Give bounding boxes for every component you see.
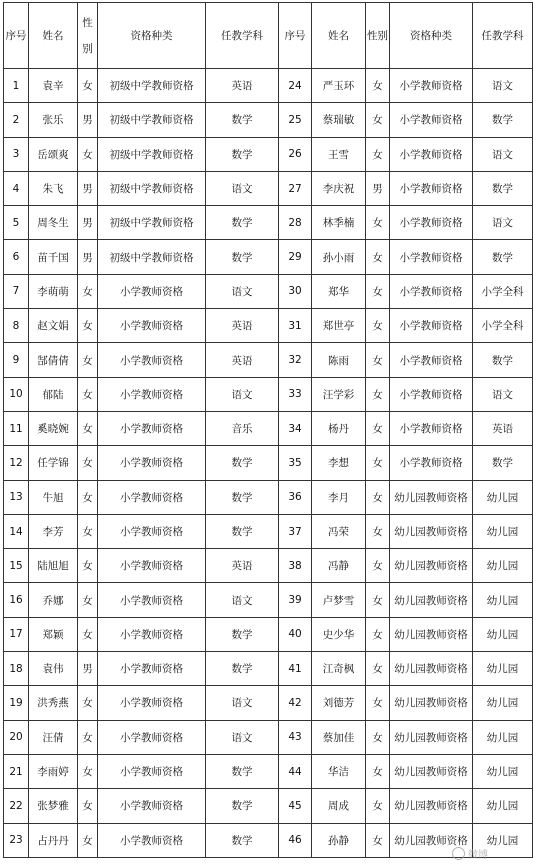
cell-subject-right: 数学 [473, 171, 533, 205]
cell-subject-right: 幼儿园 [473, 583, 533, 617]
cell-subject-left: 数学 [206, 789, 279, 823]
table-row [4, 411, 533, 445]
table-row [4, 754, 533, 788]
cell-gender-left: 女 [78, 514, 98, 548]
table-row [4, 686, 533, 720]
cell-serial-right: 34 [279, 411, 312, 445]
table-row [4, 206, 533, 240]
cell-gender-left: 女 [78, 274, 98, 308]
cell-serial-left: 6 [4, 240, 29, 274]
cell-gender-right: 女 [366, 309, 390, 343]
cell-name-left: 郜倩倩 [29, 343, 78, 377]
cell-gender-right: 女 [366, 617, 390, 651]
cell-gender-left: 男 [78, 240, 98, 274]
cell-gender-right: 女 [366, 789, 390, 823]
table-row [4, 274, 533, 308]
cell-gender-right: 女 [366, 754, 390, 788]
cell-subject-right: 幼儿园 [473, 652, 533, 686]
cell-gender-right: 女 [366, 549, 390, 583]
cell-qualification-right: 幼儿园教师资格 [390, 686, 473, 720]
cell-name-right: 蔡瑞敏 [312, 103, 366, 137]
cell-subject-left: 英语 [206, 549, 279, 583]
table-row [4, 514, 533, 548]
cell-serial-right: 43 [279, 720, 312, 754]
cell-serial-right: 39 [279, 583, 312, 617]
cell-qualification-left: 小学教师资格 [98, 480, 206, 514]
cell-name-right: 刘德芳 [312, 686, 366, 720]
cell-name-left: 岳颂爽 [29, 137, 78, 171]
cell-subject-left: 数学 [206, 480, 279, 514]
cell-name-right: 蔡加佳 [312, 720, 366, 754]
table-row [4, 720, 533, 754]
cell-name-left: 牛旭 [29, 480, 78, 514]
cell-gender-right: 女 [366, 343, 390, 377]
cell-name-left: 赵文娟 [29, 309, 78, 343]
cell-subject-left: 语文 [206, 720, 279, 754]
cell-qualification-right: 幼儿园教师资格 [390, 514, 473, 548]
cell-subject-right: 语文 [473, 137, 533, 171]
cell-gender-right: 女 [366, 823, 390, 857]
cell-gender-left: 女 [78, 446, 98, 480]
cell-gender-right: 女 [366, 274, 390, 308]
cell-gender-right: 女 [366, 103, 390, 137]
cell-name-right: 杨丹 [312, 411, 366, 445]
cell-name-right: 冯荣 [312, 514, 366, 548]
cell-gender-left: 女 [78, 411, 98, 445]
cell-name-left: 郁陆 [29, 377, 78, 411]
cell-gender-right: 女 [366, 652, 390, 686]
cell-subject-left: 数学 [206, 103, 279, 137]
cell-qualification-left: 小学教师资格 [98, 446, 206, 480]
cell-serial-left: 2 [4, 103, 29, 137]
table-row [4, 549, 533, 583]
cell-subject-right: 数学 [473, 343, 533, 377]
cell-name-right: 李庆祝 [312, 171, 366, 205]
table-row [4, 137, 533, 171]
cell-name-left: 朱飞 [29, 171, 78, 205]
cell-subject-left: 英语 [206, 69, 279, 103]
cell-subject-right: 幼儿园 [473, 720, 533, 754]
cell-qualification-left: 小学教师资格 [98, 411, 206, 445]
table-row [4, 343, 533, 377]
cell-serial-left: 1 [4, 69, 29, 103]
cell-gender-left: 女 [78, 720, 98, 754]
cell-name-right: 李想 [312, 446, 366, 480]
cell-gender-left: 女 [78, 686, 98, 720]
cell-serial-left: 8 [4, 309, 29, 343]
header-name-left: 姓名 [29, 3, 78, 69]
cell-qualification-left: 初级中学教师资格 [98, 69, 206, 103]
table-row [4, 652, 533, 686]
cell-subject-left: 数学 [206, 137, 279, 171]
cell-subject-left: 数学 [206, 240, 279, 274]
cell-serial-left: 10 [4, 377, 29, 411]
cell-serial-right: 46 [279, 823, 312, 857]
cell-qualification-left: 小学教师资格 [98, 789, 206, 823]
cell-serial-right: 36 [279, 480, 312, 514]
cell-serial-left: 19 [4, 686, 29, 720]
cell-gender-left: 男 [78, 171, 98, 205]
cell-subject-right: 数学 [473, 446, 533, 480]
cell-subject-right: 语文 [473, 377, 533, 411]
cell-serial-right: 40 [279, 617, 312, 651]
table-row [4, 309, 533, 343]
cell-serial-left: 12 [4, 446, 29, 480]
cell-name-right: 陈雨 [312, 343, 366, 377]
cell-subject-left: 语文 [206, 377, 279, 411]
cell-qualification-right: 幼儿园教师资格 [390, 720, 473, 754]
cell-qualification-right: 幼儿园教师资格 [390, 652, 473, 686]
table-row [4, 583, 533, 617]
cell-serial-left: 14 [4, 514, 29, 548]
cell-qualification-right: 小学教师资格 [390, 309, 473, 343]
cell-qualification-left: 小学教师资格 [98, 583, 206, 617]
cell-name-left: 李芳 [29, 514, 78, 548]
cell-subject-left: 数学 [206, 206, 279, 240]
cell-gender-left: 男 [78, 103, 98, 137]
table-body [4, 69, 533, 858]
cell-name-right: 林季楠 [312, 206, 366, 240]
weibo-watermark [452, 846, 488, 861]
cell-name-left: 汪倩 [29, 720, 78, 754]
cell-name-right: 郑华 [312, 274, 366, 308]
cell-name-left: 李雨婷 [29, 754, 78, 788]
table-header-row [4, 3, 533, 69]
cell-subject-left: 语文 [206, 171, 279, 205]
cell-serial-right: 41 [279, 652, 312, 686]
cell-subject-right: 幼儿园 [473, 823, 533, 857]
cell-subject-right: 英语 [473, 411, 533, 445]
cell-qualification-left: 小学教师资格 [98, 549, 206, 583]
header-serial-left: 序号 [4, 3, 29, 69]
cell-name-left: 李萌萌 [29, 274, 78, 308]
cell-serial-left: 7 [4, 274, 29, 308]
cell-subject-right: 数学 [473, 240, 533, 274]
cell-gender-right: 女 [366, 206, 390, 240]
cell-qualification-left: 小学教师资格 [98, 720, 206, 754]
cell-serial-right: 31 [279, 309, 312, 343]
cell-name-right: 冯静 [312, 549, 366, 583]
cell-serial-left: 21 [4, 754, 29, 788]
cell-gender-left: 女 [78, 549, 98, 583]
cell-gender-left: 女 [78, 343, 98, 377]
cell-gender-right: 女 [366, 446, 390, 480]
cell-gender-right: 女 [366, 69, 390, 103]
cell-subject-left: 数学 [206, 823, 279, 857]
cell-gender-left: 女 [78, 137, 98, 171]
cell-gender-left: 女 [78, 480, 98, 514]
cell-serial-right: 45 [279, 789, 312, 823]
cell-qualification-right: 小学教师资格 [390, 206, 473, 240]
cell-gender-left: 女 [78, 583, 98, 617]
cell-subject-right: 幼儿园 [473, 617, 533, 651]
cell-gender-right: 女 [366, 720, 390, 754]
cell-subject-left: 数学 [206, 652, 279, 686]
cell-subject-right: 幼儿园 [473, 549, 533, 583]
cell-gender-right: 男 [366, 171, 390, 205]
cell-name-left: 洪秀燕 [29, 686, 78, 720]
cell-name-left: 周冬生 [29, 206, 78, 240]
table-row [4, 789, 533, 823]
header-gender-right: 性别 [366, 3, 390, 69]
cell-qualification-left: 初级中学教师资格 [98, 240, 206, 274]
cell-gender-right: 女 [366, 480, 390, 514]
cell-serial-right: 44 [279, 754, 312, 788]
cell-serial-right: 26 [279, 137, 312, 171]
cell-qualification-left: 小学教师资格 [98, 686, 206, 720]
cell-name-left: 苗千国 [29, 240, 78, 274]
cell-qualification-left: 初级中学教师资格 [98, 137, 206, 171]
cell-qualification-right: 小学教师资格 [390, 343, 473, 377]
cell-serial-left: 9 [4, 343, 29, 377]
table-row [4, 377, 533, 411]
cell-name-left: 张梦雅 [29, 789, 78, 823]
table-row [4, 103, 533, 137]
table-row [4, 617, 533, 651]
cell-serial-right: 38 [279, 549, 312, 583]
cell-gender-left: 男 [78, 652, 98, 686]
cell-qualification-right: 幼儿园教师资格 [390, 789, 473, 823]
cell-name-left: 袁辛 [29, 69, 78, 103]
header-qualification-left: 资格种类 [98, 3, 206, 69]
cell-name-right: 江奇枫 [312, 652, 366, 686]
cell-serial-left: 23 [4, 823, 29, 857]
cell-qualification-left: 小学教师资格 [98, 274, 206, 308]
cell-subject-right: 语文 [473, 206, 533, 240]
cell-serial-right: 42 [279, 686, 312, 720]
cell-subject-right: 小学全科 [473, 274, 533, 308]
cell-qualification-right: 小学教师资格 [390, 69, 473, 103]
cell-name-right: 史少华 [312, 617, 366, 651]
cell-gender-right: 女 [366, 240, 390, 274]
table-row [4, 446, 533, 480]
cell-serial-left: 15 [4, 549, 29, 583]
cell-gender-left: 女 [78, 309, 98, 343]
cell-qualification-left: 小学教师资格 [98, 514, 206, 548]
table-row [4, 480, 533, 514]
cell-qualification-right: 小学教师资格 [390, 411, 473, 445]
cell-subject-left: 语文 [206, 686, 279, 720]
cell-gender-right: 女 [366, 377, 390, 411]
cell-subject-left: 数学 [206, 514, 279, 548]
cell-serial-left: 13 [4, 480, 29, 514]
cell-name-right: 汪学彩 [312, 377, 366, 411]
cell-qualification-left: 小学教师资格 [98, 652, 206, 686]
cell-serial-left: 20 [4, 720, 29, 754]
cell-gender-right: 女 [366, 686, 390, 720]
cell-gender-left: 男 [78, 206, 98, 240]
cell-qualification-right: 小学教师资格 [390, 240, 473, 274]
cell-serial-right: 35 [279, 446, 312, 480]
cell-qualification-right: 幼儿园教师资格 [390, 583, 473, 617]
cell-subject-right: 幼儿园 [473, 514, 533, 548]
cell-serial-left: 4 [4, 171, 29, 205]
cell-subject-left: 语文 [206, 583, 279, 617]
cell-serial-left: 22 [4, 789, 29, 823]
watermark-text: 微博 [468, 850, 488, 861]
cell-gender-left: 女 [78, 754, 98, 788]
cell-name-left: 陆旭旭 [29, 549, 78, 583]
cell-subject-left: 英语 [206, 343, 279, 377]
cell-name-left: 任学锦 [29, 446, 78, 480]
cell-serial-right: 24 [279, 69, 312, 103]
cell-name-left: 乔娜 [29, 583, 78, 617]
cell-qualification-left: 初级中学教师资格 [98, 171, 206, 205]
cell-gender-left: 女 [78, 377, 98, 411]
cell-serial-left: 18 [4, 652, 29, 686]
cell-serial-right: 25 [279, 103, 312, 137]
table-row [4, 69, 533, 103]
cell-name-right: 郑世亭 [312, 309, 366, 343]
cell-name-right: 孙静 [312, 823, 366, 857]
cell-subject-left: 语文 [206, 274, 279, 308]
cell-serial-left: 11 [4, 411, 29, 445]
cell-serial-right: 33 [279, 377, 312, 411]
cell-qualification-right: 幼儿园教师资格 [390, 549, 473, 583]
header-subject-left: 任教学科 [206, 3, 279, 69]
cell-qualification-right: 小学教师资格 [390, 171, 473, 205]
teacher-qualification-table [3, 2, 533, 858]
header-name-right: 姓名 [312, 3, 366, 69]
cell-subject-right: 幼儿园 [473, 480, 533, 514]
cell-subject-left: 英语 [206, 309, 279, 343]
cell-name-left: 张乐 [29, 103, 78, 137]
weibo-logo-icon [452, 847, 465, 860]
header-gender-left: 性别 [78, 3, 98, 69]
cell-qualification-left: 初级中学教师资格 [98, 206, 206, 240]
cell-name-left: 奚晓婉 [29, 411, 78, 445]
cell-qualification-left: 小学教师资格 [98, 823, 206, 857]
cell-name-right: 卢梦雪 [312, 583, 366, 617]
table-row [4, 240, 533, 274]
cell-name-left: 袁伟 [29, 652, 78, 686]
cell-subject-right: 幼儿园 [473, 789, 533, 823]
cell-name-right: 王雪 [312, 137, 366, 171]
header-subject-right: 任教学科 [473, 3, 533, 69]
cell-serial-left: 3 [4, 137, 29, 171]
cell-qualification-right: 小学教师资格 [390, 274, 473, 308]
cell-gender-left: 女 [78, 789, 98, 823]
cell-qualification-right: 幼儿园教师资格 [390, 823, 473, 857]
cell-serial-left: 16 [4, 583, 29, 617]
cell-gender-left: 女 [78, 617, 98, 651]
cell-qualification-right: 幼儿园教师资格 [390, 617, 473, 651]
cell-qualification-left: 小学教师资格 [98, 377, 206, 411]
cell-subject-right: 幼儿园 [473, 686, 533, 720]
cell-qualification-right: 幼儿园教师资格 [390, 480, 473, 514]
table-row [4, 171, 533, 205]
cell-serial-left: 5 [4, 206, 29, 240]
cell-qualification-left: 小学教师资格 [98, 343, 206, 377]
cell-subject-left: 数学 [206, 754, 279, 788]
cell-name-left: 郑颖 [29, 617, 78, 651]
cell-subject-left: 数学 [206, 446, 279, 480]
cell-gender-right: 女 [366, 514, 390, 548]
cell-gender-right: 女 [366, 137, 390, 171]
cell-qualification-right: 小学教师资格 [390, 103, 473, 137]
cell-name-right: 严玉环 [312, 69, 366, 103]
cell-name-right: 孙小雨 [312, 240, 366, 274]
cell-serial-right: 37 [279, 514, 312, 548]
cell-name-right: 华洁 [312, 754, 366, 788]
cell-gender-left: 女 [78, 69, 98, 103]
header-qualification-right: 资格种类 [390, 3, 473, 69]
cell-serial-left: 17 [4, 617, 29, 651]
cell-qualification-right: 幼儿园教师资格 [390, 754, 473, 788]
header-serial-right: 序号 [279, 3, 312, 69]
cell-subject-left: 数学 [206, 617, 279, 651]
cell-subject-right: 语文 [473, 69, 533, 103]
cell-qualification-right: 小学教师资格 [390, 377, 473, 411]
cell-qualification-right: 小学教师资格 [390, 446, 473, 480]
cell-subject-left: 音乐 [206, 411, 279, 445]
cell-name-right: 李月 [312, 480, 366, 514]
cell-subject-right: 数学 [473, 103, 533, 137]
cell-subject-right: 小学全科 [473, 309, 533, 343]
cell-gender-left: 女 [78, 823, 98, 857]
cell-serial-right: 30 [279, 274, 312, 308]
cell-gender-right: 女 [366, 583, 390, 617]
cell-serial-right: 32 [279, 343, 312, 377]
cell-subject-right: 幼儿园 [473, 754, 533, 788]
cell-qualification-left: 小学教师资格 [98, 754, 206, 788]
cell-name-right: 周成 [312, 789, 366, 823]
cell-qualification-left: 小学教师资格 [98, 617, 206, 651]
cell-name-left: 占丹丹 [29, 823, 78, 857]
cell-serial-right: 28 [279, 206, 312, 240]
cell-serial-right: 27 [279, 171, 312, 205]
cell-qualification-right: 小学教师资格 [390, 137, 473, 171]
cell-gender-right: 女 [366, 411, 390, 445]
cell-serial-right: 29 [279, 240, 312, 274]
cell-qualification-left: 小学教师资格 [98, 309, 206, 343]
cell-qualification-left: 初级中学教师资格 [98, 103, 206, 137]
